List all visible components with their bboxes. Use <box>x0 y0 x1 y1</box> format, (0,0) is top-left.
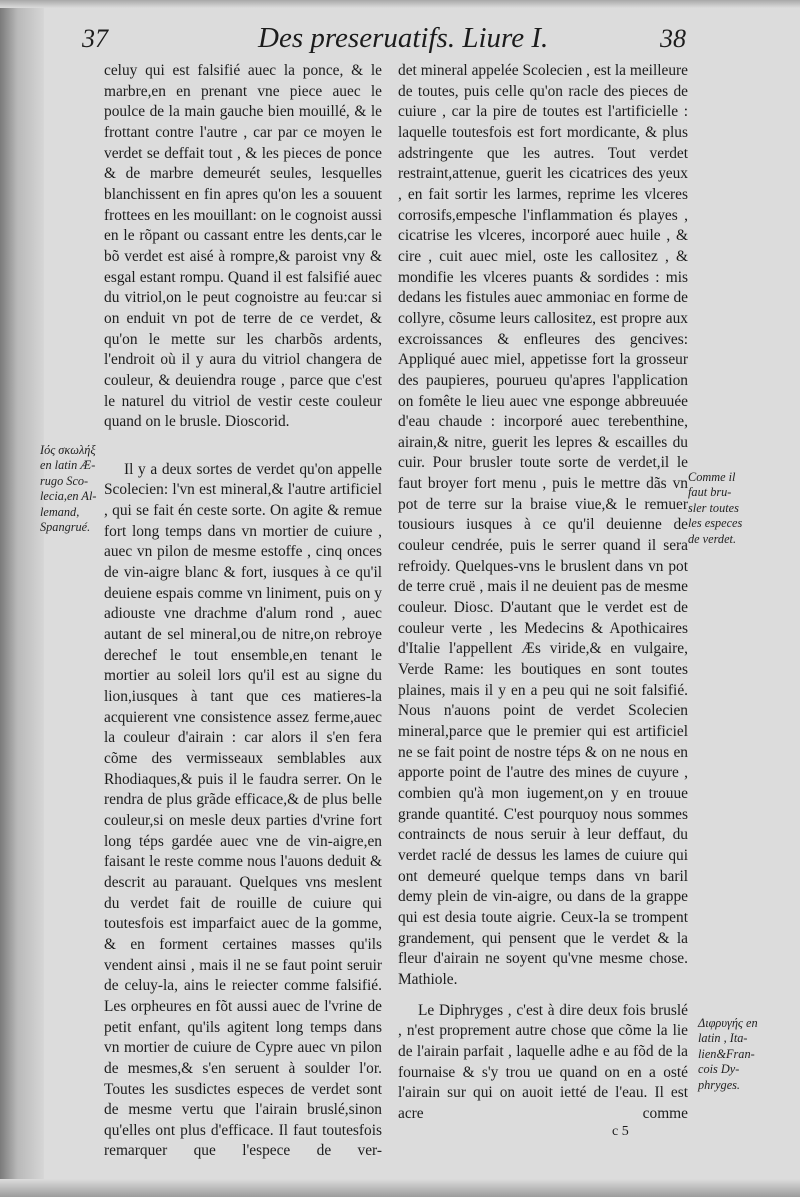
margin-note-greek: Ιός σκωλήξ en latin Æ- rugo Sco- lecia,en Al- lemand, Spangrué. <box>40 443 97 535</box>
paragraph-gap <box>398 991 688 1001</box>
left-paragraph-2: Il y a deux sortes de verdet qu'on appelle Scolecien: l'vn est mineral,& l'autre artificiel , qui se fait én ceste sorte. On agite & remue fort long temps dans vn mortier de cuiure , auec vn pilon de mesme estoffe , cinq onces de vin-aigre blanc & fort, iusques à ce qu'il deuiene espais comme vn liniment, puis on y adiouste vne drachme d'alum rond , auec autant de sel mineral,ou de nitre,on rebroye derechef le tout ensemble,en tenant le mortier au soleil lors qu'il est au signe du lion,iusques à tant que ces matieres-la acquierent vne consistence assez ferme,auec la couleur d'airain : car alors il s'en fera cõme des vermisseaux semblables aux Rhodiaques,& puis il le faudra serrer. On le rendra de plus grãde efficace,& de plus belle couleur,si on mesle deux parties d'vrine fort long téps gardée auec vne de vin-aigre,en faisant le reste comme nous l'auons deduit & descrit au parauant. Quelques vns meslent du verdet fait de rouille de cuiure qui toutesfois est imparfaict auec de la gomme, & en forment certaines masses qu'ils vendent ainsi , mais il ne se faut point seruir de celuy-la, ains le reiecter comme falsifié. Les orpheures en fõt aussi auec de l'vrine de petit enfant, qu'ils agitent long temps dans vn mortier de cuiure de Cypre auec vn pilon de mesmes,& s'en seruent à soulder l'or. Toutes les susdictes especes de verdet sont de mesme vertu que l'airain bruslé,sinon qu'elles ont plus d'efficace. Il faut toutesfois remarquer que l'espece de ver- <box>104 460 382 1160</box>
right-paragraph-2: Le Diphryges , c'est à dire deux fois bruslé , n'est proprement autre chose que cõme la lie de l'airain parfait , laquelle adhe e au fõd de la fournaise & s'y trou ue quand on en a osté l'airain sur qui on auoit ietté de l'eau. Il est acre comme <box>398 1001 688 1122</box>
right-column <box>398 61 688 1124</box>
page-number-left: 37 <box>82 24 108 53</box>
scan-edge-bottom <box>0 1179 800 1197</box>
running-head: Des preseruatifs. Liure I. <box>258 22 549 54</box>
left-column <box>104 61 382 1162</box>
scan-edge-top <box>0 0 800 8</box>
page-number-right: 38 <box>660 24 686 53</box>
right-paragraph-1: det mineral appelée Scolecien , est la meilleure de toutes, puis celle qu'on racle des pieces de cuiure , car la pire de toutes est l'artificielle : laquelle toutesfois est fort mordicante, & plus adstringente que les autres. Tout verdet restraint,attenue, guerit les cicatrices des yeux , en fait sortir les larmes, reprime les vlceres corrosifs,empesche l'inflammation és playes , cicatrise les vlceres, incorporé auec huile , & cire , cuit auec miel, oste les callositez , & mondifie les vlceres puants & sordides : mis dedans les fistules auec ammoniac en forme de collyre, cõsume leurs callositez, est propre aux excroissances & enfleures des gencives: Appliqué auec miel, appetisse fort la grosseur des paupieres, pourueu qu'apres l'application on fomête le lieu auec vne esponge abbreuuée d'eau chaude : incorporé auec terebenthine, airain,& nitre, guerit les lepres & escailles du cuir. Pour brusler toute sorte de verdet,il le faut broyer fort menu , puis le mettre dãs vn pot de terre sur la braise viue,& le remuer tousiours iusques à ce qu'il deuienne de couleur cendrée, puis le serrer quand il sera refroidy. Quelques-vns le bruslent dans vn pot de terre cruë , mais il ne deuient pas de mesme couleur. Diosc. D'autant que le verdet est de couleur verte , les Medecins & Apothicaires d'Italie l'appellent Æs viride,& en vulgaire, Verde Rame: les boutiques en sont toutes plaines, mais il y en a peu qui ne soit falsifié. Nous n'auons point de verdet Scolecien mineral,parce que le premier qui est artificiel ne se fait point de nostre téps & on ne nous en apporte point de l'autre des mines de cuyure , combien qu'à mon iugement,on y en trouue grande quantité. C'est pourquoy nous sommes contraincts de nous seruir à leur deffaut, du verdet raclé de dessus les lames de cuiure qui ont demeuré quelque temps dans vn baril demy plein de vin-aigre, ou dans de la grappe qui est desia toute aigrie. Ceux-la se trompent grandement, qui pensent que le verdet & la fleur d'airain ne soyent qu'vne mesme chose. Mathiole. <box>398 62 688 988</box>
signature-mark: c 5 <box>612 1124 629 1139</box>
margin-note-diphryges: Διφρυγής en latin , Ita- lien&Fran- cois Dy- phryges. <box>698 1016 758 1092</box>
margin-note-brusler: Comme il faut bru- sler toutes les especes de verdet. <box>688 470 743 546</box>
paragraph-gap <box>104 433 382 460</box>
scan-edge-left <box>0 0 44 1197</box>
left-paragraph-1: celuy qui est falsifié auec la ponce, & le marbre,en en prenant vne piece auec le poulce de la main gauche bien mouillé, & le frottant contre l'autre , car par ce moyen le verdet se deffait tout , & les pieces de ponce & de marbre demeurét seules, lesquelles blanchissent en fin apres qu'on les a souuent frottees en les mouillant: on le cognoist aussi en le rõpant ou cassant entre les dents,car le bõ verdet est aisé à rompre,& paroist vny & esgal estant rompu. Quand il est falsifié auec du vitriol,on le peut cognoistre au feu:car si on enduit vn pot de terre de ce verdet, & qu'on le mette sur les charbõs ardents, l'endroit où il y aura du vitriol changera de couleur, & deuiendra rouge , parce que c'est le naturel du vitriol de vestir ceste couleur quand on le brusle. Dioscorid. <box>104 62 382 431</box>
